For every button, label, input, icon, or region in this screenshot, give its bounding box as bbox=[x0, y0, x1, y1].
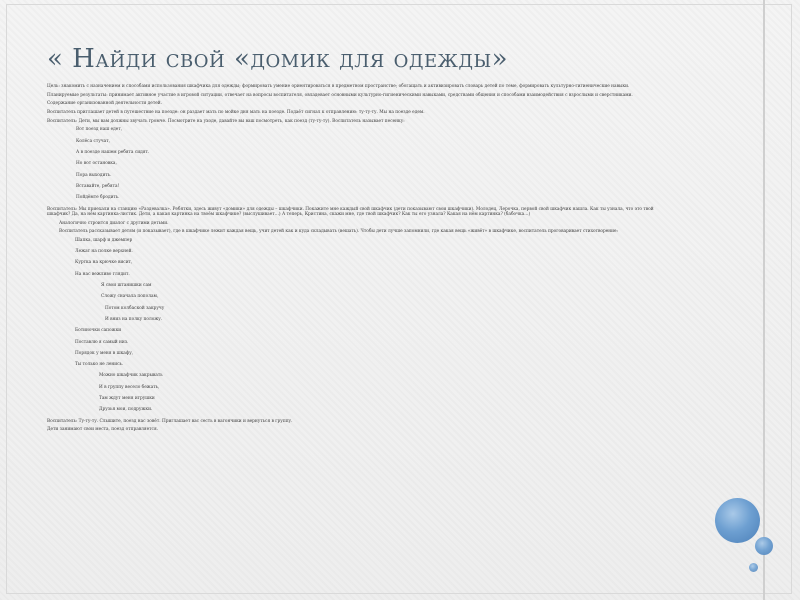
poem-line: Сложу сначала пополам, bbox=[101, 294, 159, 300]
poem-line: Потом колбаской закручу bbox=[105, 305, 165, 311]
content-heading: Содержание организованной деятельности детей. bbox=[47, 101, 162, 107]
explanation-paragraph: Воспитатель рассказывает детям (и показывает), где в шкафчике лежит каждая вещь, учит детей как и куда складывать (вешать). Чтобы дети лучше запомнили, где какая вещь «живёт» в шкафчике, воспитатель проговаривает стихотворение: bbox=[59, 229, 619, 235]
poem-line: Порядок у меня в шкафу, bbox=[75, 350, 134, 356]
poem-line: Ботиночки сапожки bbox=[75, 328, 122, 334]
poem-line: На нас вежливо глядит. bbox=[75, 271, 130, 277]
decorative-circle-tiny bbox=[749, 563, 758, 572]
poem-line: Поставлю я самый низ. bbox=[75, 339, 129, 345]
intro-paragraph: Воспитатель приглашает детей в путешествие на поезде: он раздает мать по мойке дня мать на поезде. Подаёт сигнал к отправлению: ту-ту-ту. Мы на поезде едем. bbox=[47, 110, 425, 116]
slide-title: « Найди свой «домик для одежды» bbox=[47, 44, 509, 74]
poem-line: И в группу весело бежать, bbox=[99, 384, 160, 390]
poem-line: Друзья мои, подружки. bbox=[99, 407, 153, 413]
poem-line: Колёса стучат, bbox=[76, 138, 110, 144]
body-text bbox=[47, 84, 677, 436]
poem-line: Я свои штанишки сам bbox=[101, 283, 152, 289]
poem-line: И вниз на полку положу. bbox=[105, 316, 163, 322]
poem-line: Там ждут меня игрушки bbox=[99, 396, 155, 402]
poem-line: Но вот остановка, bbox=[76, 161, 117, 167]
station-paragraph: Воспитатель: Мы приехали на станцию «Раздевалка». Ребятки, здесь живут «домики» для одежды – шкафчики. Покажите мне каждый свой шкафчик (дети показывают свои шкафчики). Молодец, Лерочка, первой свой шкафчик нашла. Как ты узнала, что это твой шкафчик? Да, на нём картинка-листик. Дети, а какая картинка на твоём шкафчике? (выслушивает…) А теперь, Кристина, скажи мне, где твой шкафчик? Как ты его узнала? Какая на нём картинка? (бабочка…) bbox=[47, 206, 654, 217]
goal-paragraph: Цель: знакомить с назначением и способами использования шкафчика для одежды; формировать умение ориентироваться в предметном пространстве; обогащать и активизировать словарь детей по теме, формировать культурно-гигиенические навыки. bbox=[47, 84, 630, 89]
right-divider-line bbox=[763, 0, 765, 600]
decorative-circle-large bbox=[715, 498, 760, 543]
poem-line: Можно шкафчик закрывать bbox=[99, 373, 163, 379]
poem-line: Лежат на полке верхней. bbox=[75, 249, 133, 255]
final-paragraph: Дети занимают свои места, поезд отправляется. bbox=[47, 427, 159, 433]
poem-line: Куртка на крючке висит, bbox=[75, 260, 133, 266]
poem-line: Шапка, шарф и джемпер bbox=[75, 237, 133, 243]
results-paragraph: Планируемые результаты: принимает активное участие в игровой ситуации, отвечает на вопросы воспитателя, овладевает основными культурно-гигиеническими навыками, средствами общения и способами взаимодействия с взрослыми и сверстниками. bbox=[47, 92, 633, 98]
song-intro-paragraph: Воспитатель: Дети, мы вам должны звучать громче. Посмотрите на уходе, давайте вы ваш посмотреть, как поезд (ту-ту-ту). Воспитатель называет песенку: bbox=[47, 118, 405, 124]
poem-line: Вставайте, ребята! bbox=[76, 183, 120, 189]
dialog-paragraph: Аналогично строится диалог с другими детьми. bbox=[59, 220, 169, 226]
poem-line: Ты только не ленись. bbox=[75, 362, 124, 368]
decorative-circle-small bbox=[755, 537, 773, 555]
poem-line: Пора выходить. bbox=[76, 172, 112, 178]
poem-line: Вот поезд наш едет, bbox=[76, 127, 123, 133]
poem-line: А в поезде нашем ребята сидят. bbox=[76, 150, 150, 156]
closing-paragraph: Воспитатель: Ту-ту-ту. Слышите, поезд нас зовёт. Приглашает вас сесть в вагончики и вернуться в группу. bbox=[47, 418, 293, 424]
poem-line: Пойдёмте бродить. bbox=[76, 195, 120, 201]
